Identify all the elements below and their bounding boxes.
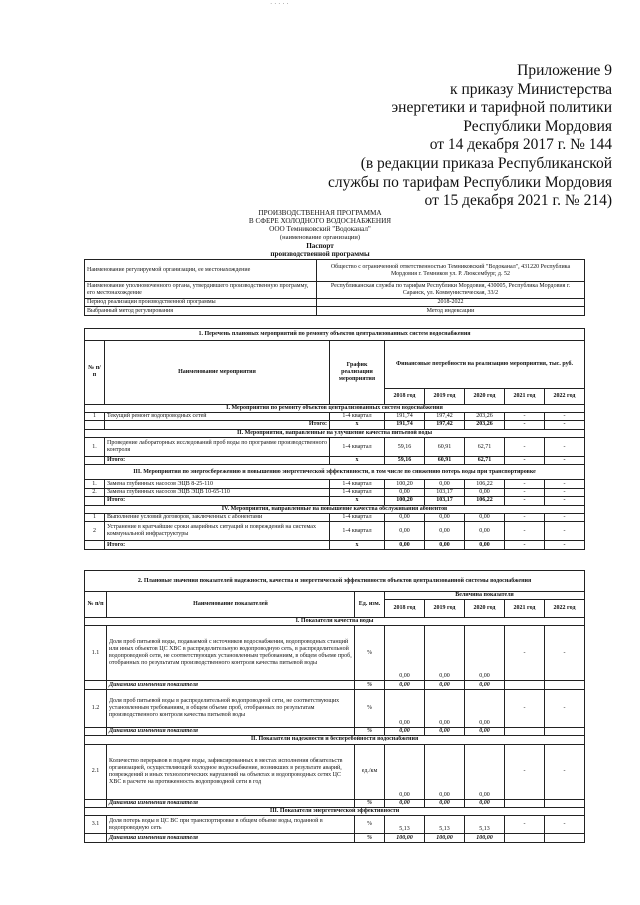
passport-row — [85, 282, 585, 299]
group-title: II. Мероприятия, направленные на улучшение качества питьевой воды — [85, 429, 585, 437]
year-header: 2022 год — [545, 388, 585, 404]
total-label: Итого: — [105, 541, 330, 549]
passport-label: Период реализации производственной программы — [85, 299, 317, 307]
cell: 0,00 — [465, 488, 505, 496]
section-title: 2. Плановые значения показателей надежности, качества и энергетической эффективности объектов централизованной системы водоснабжения — [85, 571, 585, 592]
cell: - — [545, 522, 585, 541]
row-name: Замена глубинных насосов ЭЦВ ЭЦВ 10-65-110 — [105, 488, 330, 496]
cell: 0,00 — [425, 480, 465, 488]
row-num: 3.1 — [85, 816, 107, 834]
table-row — [85, 744, 585, 799]
col-header-name: Наименование показателей — [107, 592, 355, 618]
org-name: ООО Темниковский "Водоканал" — [269, 225, 371, 234]
row-unit: % — [355, 799, 385, 807]
cell: 103,17 — [425, 497, 465, 505]
cell: 0,00 — [425, 626, 465, 681]
group-title: III. Показатели энергетической эффективности — [85, 807, 585, 815]
row-name: Доля проб питьевой воды в распределительной водопроводной сети, не соответствующих установленным требованиям, в общем объеме проб, отобранных по результатам производственного контроля качества питьевой воды — [107, 689, 355, 727]
year-header: 2018 год — [385, 388, 425, 404]
table-row — [85, 412, 585, 420]
table-row — [85, 626, 585, 681]
year-header: 2021 год — [505, 388, 545, 404]
table-row — [85, 514, 585, 522]
year-header: 2022 год — [545, 600, 585, 618]
cell: 191,74 — [385, 412, 425, 420]
col-header-name: Наименование мероприятия — [105, 340, 330, 404]
cell: 0,00 — [465, 514, 505, 522]
total-row — [85, 497, 585, 505]
cell: - — [505, 438, 545, 457]
table-row — [85, 488, 585, 496]
dynamics-label: Динамика изменения показателя — [107, 727, 355, 735]
row-num: 1.1 — [85, 626, 107, 681]
group-title: I. Показатели качества воды — [85, 618, 585, 626]
row-num: 1. — [85, 480, 105, 488]
row-schedule: х — [330, 541, 385, 549]
cell: 0,00 — [385, 541, 425, 549]
cell: 0,00 — [385, 488, 425, 496]
row-schedule: 1-4 квартал — [330, 480, 385, 488]
cell: 0,00 — [465, 689, 505, 727]
cell: 0,00 — [465, 799, 505, 807]
cell: 197,42 — [425, 421, 465, 429]
col-header-unit: Ед. изм. — [355, 592, 385, 618]
cell: - — [545, 421, 585, 429]
cell: - — [505, 412, 545, 420]
cell: - — [505, 488, 545, 496]
row-num: 1.2 — [85, 689, 107, 727]
row-name: Устранение в кратчайшие сроки аварийных ситуаций и повреждений на системах коммунальной инфраструктуры — [105, 522, 330, 541]
year-header: 2020 год — [465, 388, 505, 404]
cell: 0,00 — [425, 689, 465, 727]
passport-subtitle: производственной программы — [270, 250, 370, 259]
passport-value: Метод индексации — [317, 307, 585, 315]
cell: 0,00 — [465, 626, 505, 681]
header-line: от 14 декабря 2017 г. № 144 — [429, 136, 612, 154]
table-row — [85, 438, 585, 457]
cell: 100,00 — [465, 834, 505, 842]
row-unit: ед./км — [355, 744, 385, 799]
cell — [505, 727, 545, 735]
year-header: 2020 год — [465, 600, 505, 618]
row-num: 2. — [85, 488, 105, 496]
row-schedule: 1-4 квартал — [330, 438, 385, 457]
cell: 100,00 — [425, 834, 465, 842]
passport-row — [85, 307, 585, 315]
row-schedule: 1-4 квартал — [330, 514, 385, 522]
year-header: 2021 год — [505, 600, 545, 618]
cell: - — [545, 689, 585, 727]
cell: - — [505, 816, 545, 834]
passport-title: Паспорт — [306, 241, 334, 250]
cell — [545, 834, 585, 842]
col-header-num: № п/п — [85, 340, 105, 404]
col-header-finance: Финансовые потребности на реализацию мероприятия, тыс. руб. — [385, 340, 585, 388]
table-row — [85, 816, 585, 834]
cell: - — [545, 514, 585, 522]
cell: 0,00 — [425, 514, 465, 522]
group-title: IV. Мероприятия, направленные на повышение качества обслуживания абонентов — [85, 505, 585, 513]
row-schedule: 1-4 квартал — [330, 412, 385, 420]
cell: - — [545, 497, 585, 505]
total-row — [85, 421, 585, 429]
header-line: энергетики и тарифной политики — [391, 99, 612, 117]
cell — [545, 727, 585, 735]
cell: - — [545, 438, 585, 457]
row-name: Доля потерь воды в ЦС ВС при транспортировке в общем объеме воды, поданной в водопроводную сеть — [107, 816, 355, 834]
row-schedule: х — [330, 421, 385, 429]
row-name: Выполнение условий договоров, заключенных с абонентами — [105, 514, 330, 522]
table-row — [85, 689, 585, 727]
cell: 0,00 — [465, 727, 505, 735]
cell: 0,00 — [425, 799, 465, 807]
cell: - — [505, 480, 545, 488]
cell: 197,42 — [425, 412, 465, 420]
row-num: 1. — [85, 438, 105, 457]
dynamics-row — [85, 681, 585, 689]
passport-label: Выбранный метод регулирования — [85, 307, 317, 315]
cell: 0,00 — [425, 744, 465, 799]
group-title: III. Мероприятия по энергосбережению и повышению энергетической эффективности, в том числе по снижению потерь воды при транспортировке — [85, 465, 585, 480]
row-name: Количество перерывов в подаче воды, зафиксированных в местах исполнения обязательств организацией, осуществляющей холодное водоснабжение, возникших в результате аварий, повреждений и иных технологических нарушений на объектах и водопроводных сетях ЦС ХВС в расчете на протяженность водопроводной сети в год — [107, 744, 355, 799]
row-name: Текущий ремонт водопроводных сетей — [105, 412, 330, 420]
col-header-num: № п/п — [85, 592, 107, 618]
year-header: 2019 год — [425, 388, 465, 404]
dynamics-label: Динамика изменения показателя — [107, 681, 355, 689]
cell: - — [545, 457, 585, 465]
group-title: II. Показатели надежности и бесперебойности водоснабжения — [85, 736, 585, 744]
title-line: ПРОИЗВОДСТВЕННАЯ ПРОГРАММА — [258, 209, 382, 217]
indicators-table — [84, 570, 585, 843]
title-line: В СФЕРЕ ХОЛОДНОГО ВОДОСНАБЖЕНИЯ — [248, 217, 392, 226]
dynamics-row — [85, 799, 585, 807]
cell: - — [505, 541, 545, 549]
dynamics-label: Динамика изменения показателя — [107, 834, 355, 842]
cell: 100,00 — [385, 834, 425, 842]
cell — [505, 834, 545, 842]
cell: 60,91 — [425, 438, 465, 457]
cell: - — [505, 457, 545, 465]
cell: 203,26 — [465, 412, 505, 420]
header-line: к приказу Министерства — [450, 80, 612, 98]
cell: 0,00 — [385, 626, 425, 681]
passport-value: Общество с ограниченной ответственностью Темниковский "Водоканал", 431220 Республика Мордовия г. Темников ул. Р. Люксембург, д. 52 — [317, 260, 585, 282]
dynamics-row — [85, 727, 585, 735]
row-unit: % — [355, 689, 385, 727]
cell: 0,00 — [385, 689, 425, 727]
row-unit: % — [355, 681, 385, 689]
cell: 0,00 — [385, 681, 425, 689]
cell: 0,00 — [425, 522, 465, 541]
passport-table — [84, 259, 585, 316]
passport-row — [85, 260, 585, 282]
cell: 5,13 — [385, 816, 425, 834]
cell: 0,00 — [465, 681, 505, 689]
year-header: 2019 год — [425, 600, 465, 618]
row-name: Проведение лабораторных исследований проб воды по программе производственного контроля — [105, 438, 330, 457]
cell: 191,74 — [385, 421, 425, 429]
cell: - — [545, 816, 585, 834]
passport-label: Наименование регулируемой организации, ее местонахождение — [85, 260, 317, 282]
total-label: Итого: — [105, 457, 330, 465]
col-header-schedule: График реализации мероприятия — [330, 340, 385, 404]
cell: 103,17 — [425, 488, 465, 496]
row-name: Доля проб питьевой воды, подаваемой с источников водоснабжения, водопроводных станций или иных объектов ЦС ХВС в распределительную водопроводную сеть, в распределительной водопроводной сети, не соответствующих установленным требованиям, в общем объеме проб, отобранных по результатам производственного контроля качества питьевой воды — [107, 626, 355, 681]
row-num: 1 — [85, 412, 105, 420]
cell: - — [505, 744, 545, 799]
cell: 0,00 — [385, 799, 425, 807]
total-label: Итого: — [105, 421, 330, 429]
cell: 0,00 — [465, 541, 505, 549]
cell: - — [545, 744, 585, 799]
cell — [505, 681, 545, 689]
cell: 106,22 — [465, 480, 505, 488]
cell: - — [545, 541, 585, 549]
cell: 0,00 — [385, 514, 425, 522]
cell: - — [545, 480, 585, 488]
cell: 0,00 — [465, 744, 505, 799]
header-line: службы по тарифам Республики Мордовия — [328, 173, 612, 191]
cell — [545, 799, 585, 807]
cell: - — [545, 488, 585, 496]
cell: - — [505, 689, 545, 727]
cell: 62,71 — [465, 438, 505, 457]
cell — [505, 799, 545, 807]
cell — [545, 681, 585, 689]
table-row — [85, 480, 585, 488]
row-name: Замена глубинных насосов ЭЦВ 8-25-110 — [105, 480, 330, 488]
header-line: от 15 декабря 2021 г. № 214) — [424, 192, 612, 210]
cell: - — [545, 412, 585, 420]
row-num: 1 — [85, 514, 105, 522]
cell: 0,00 — [425, 727, 465, 735]
cell: 0,00 — [385, 744, 425, 799]
cell: 5,13 — [465, 816, 505, 834]
total-label: Итого: — [105, 497, 330, 505]
section-title: 1. Перечень плановых мероприятий по ремонту объектов централизованных систем водоснабжения — [85, 328, 585, 340]
appendix-header — [328, 62, 612, 211]
cell: 0,00 — [385, 522, 425, 541]
cell: 59,16 — [385, 438, 425, 457]
cell: 0,00 — [425, 681, 465, 689]
row-num: 2.1 — [85, 744, 107, 799]
passport-value: Республиканская служба по тарифам Республики Мордовия, 430005, Республика Мордовия г. Саранск, ул. Коммунистическая, 33/2 — [317, 282, 585, 299]
year-header: 2018 год — [385, 600, 425, 618]
cell: 60,91 — [425, 457, 465, 465]
cell: 62,71 — [465, 457, 505, 465]
dynamics-label: Динамика изменения показателя — [107, 799, 355, 807]
col-header-value: Величина показателя — [385, 592, 585, 600]
dynamics-row — [85, 834, 585, 842]
group-title: I. Мероприятия по ремонту объектов централизованных систем водоснабжения — [85, 404, 585, 412]
table-row — [85, 522, 585, 541]
org-caption: (наименование организации) — [279, 233, 361, 241]
cell: - — [545, 626, 585, 681]
cell: - — [505, 626, 545, 681]
header-line: Республики Мордовия — [463, 117, 612, 135]
cell: - — [505, 421, 545, 429]
cell: 0,00 — [385, 727, 425, 735]
row-schedule: 1-4 квартал — [330, 522, 385, 541]
row-unit: % — [355, 727, 385, 735]
passport-value: 2018-2022 — [317, 299, 585, 307]
row-unit: % — [355, 626, 385, 681]
passport-label: Наименование уполномоченного органа, утвердившего производственную программу, его местонахождение — [85, 282, 317, 299]
cell: - — [505, 514, 545, 522]
header-line: (в редакции приказа Республиканской — [360, 154, 612, 172]
program-title — [0, 209, 640, 258]
cell: 5,13 — [425, 816, 465, 834]
header-line: Приложение 9 — [517, 62, 612, 79]
repair-measures-table — [84, 318, 585, 550]
row-num: 2 — [85, 522, 105, 541]
cell: 0,00 — [465, 522, 505, 541]
passport-row — [85, 299, 585, 307]
total-row — [85, 541, 585, 549]
row-schedule: 1-4 квартал — [330, 488, 385, 496]
row-unit: % — [355, 834, 385, 842]
cell: 59,16 — [385, 457, 425, 465]
cell: 106,22 — [465, 497, 505, 505]
row-unit: % — [355, 816, 385, 834]
cell: 0,00 — [425, 541, 465, 549]
row-schedule: х — [330, 497, 385, 505]
cell: - — [505, 497, 545, 505]
cell: - — [505, 522, 545, 541]
row-schedule: х — [330, 457, 385, 465]
scan-marks: · · · · · — [270, 0, 289, 8]
cell: 100,20 — [385, 497, 425, 505]
total-row — [85, 457, 585, 465]
cell: 203,26 — [465, 421, 505, 429]
cell: 100,20 — [385, 480, 425, 488]
